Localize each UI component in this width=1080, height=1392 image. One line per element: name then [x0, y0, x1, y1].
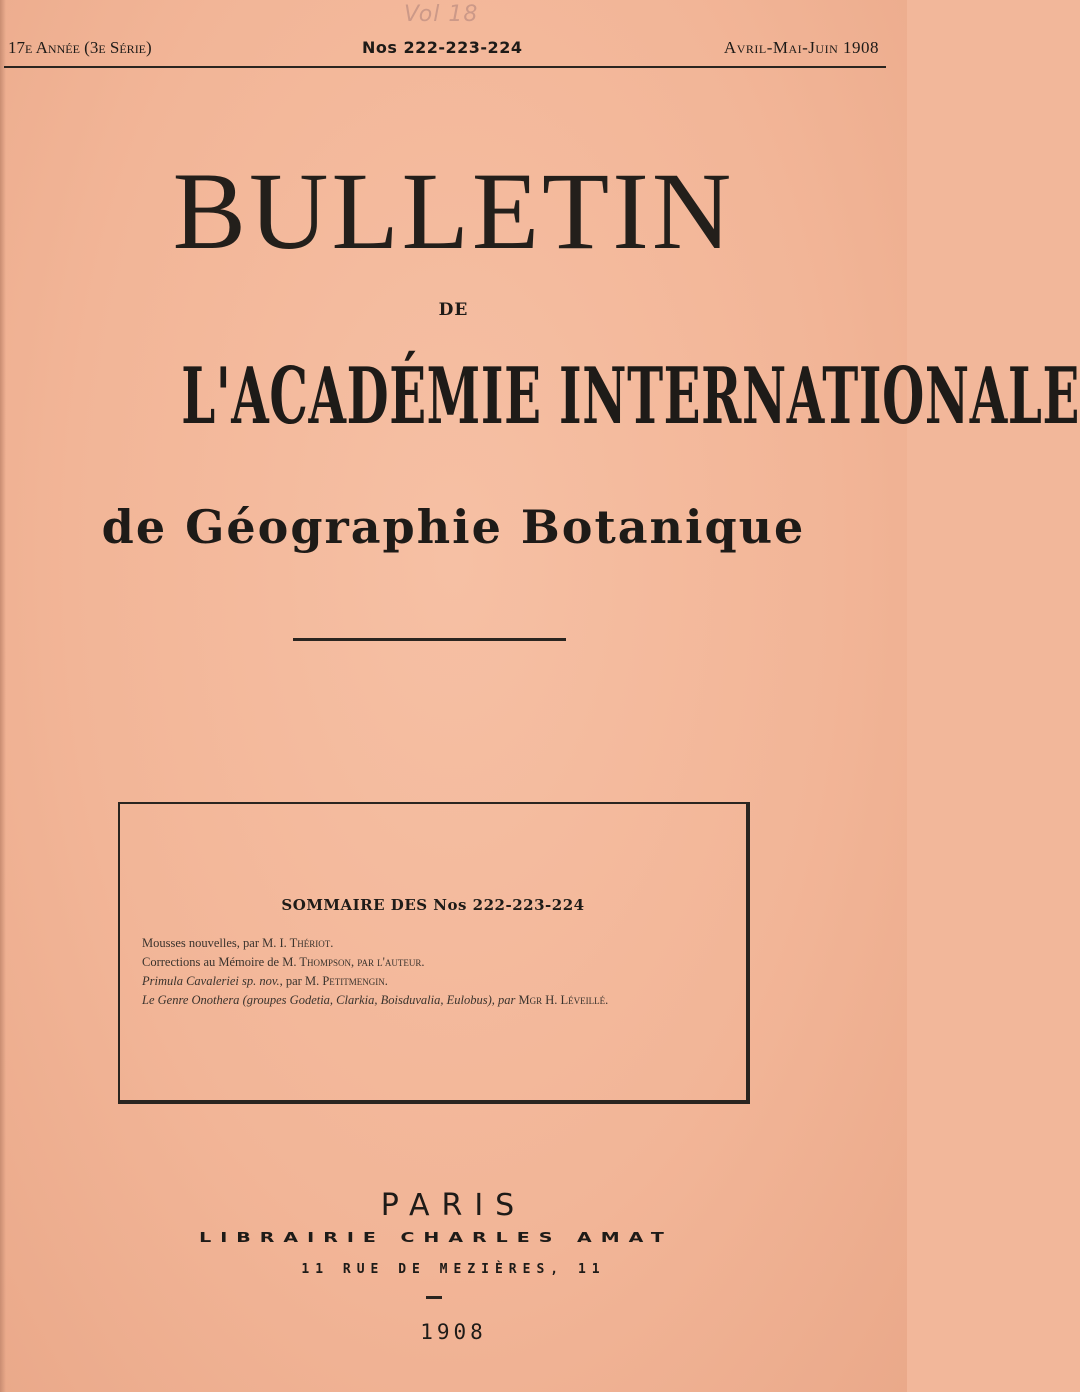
header-date: Avril-Mai-Juin 1908 [723, 38, 879, 57]
summary-item [142, 953, 732, 972]
imprint-publisher: LIBRAIRIE CHARLES AMAT [199, 1230, 673, 1246]
summary-item-author: M. I. Thériot. [262, 936, 334, 950]
pencil-annotation: Vol 18 [404, 2, 479, 27]
summary-heading: SOMMAIRE DES Nos 222-223-224 [281, 896, 585, 914]
imprint-city: PARIS [380, 1188, 527, 1223]
summary-item-author: M. Petitmengin. [304, 974, 388, 988]
summary-item-text: (groupes Godetia, Clarkia, Boisduvalia, Eulobus), par [239, 993, 519, 1007]
summary-item-title: Primula Cavaleriei sp. nov. [142, 974, 280, 988]
summary-item-text: Mousses nouvelles, par [142, 936, 263, 950]
summary-box [118, 802, 750, 1104]
summary-item-text: Corrections au Mémoire de [142, 955, 283, 969]
summary-item-title: Le Genre Onothera [142, 993, 240, 1007]
title-de: DE [438, 300, 469, 320]
summary-item [142, 934, 732, 953]
imprint-dash [426, 1296, 442, 1299]
title-geographie: de Géographie Botanique [101, 500, 806, 554]
summary-item [142, 972, 732, 991]
header-rule [4, 66, 886, 68]
summary-item-text: , par [279, 974, 305, 988]
imprint-address: 11 RUE DE MEZIÈRES, 11 [301, 1262, 606, 1277]
title-divider [293, 638, 566, 641]
summary-item-author: M. Thompson, par l'auteur. [282, 955, 425, 969]
imprint-year: 1908 [420, 1320, 487, 1344]
title-bulletin: BULLETIN [172, 150, 735, 272]
summary-item-author: Mgr H. Léveillé. [518, 993, 609, 1007]
title-academie: L'ACADÉMIE INTERNATIONALE [181, 351, 1080, 442]
summary-list [142, 934, 732, 1010]
summary-item [142, 991, 732, 1010]
header-issue-numbers: Nos 222-223-224 [362, 38, 523, 57]
header-volume: 17e Année (3e Série) [8, 38, 152, 57]
